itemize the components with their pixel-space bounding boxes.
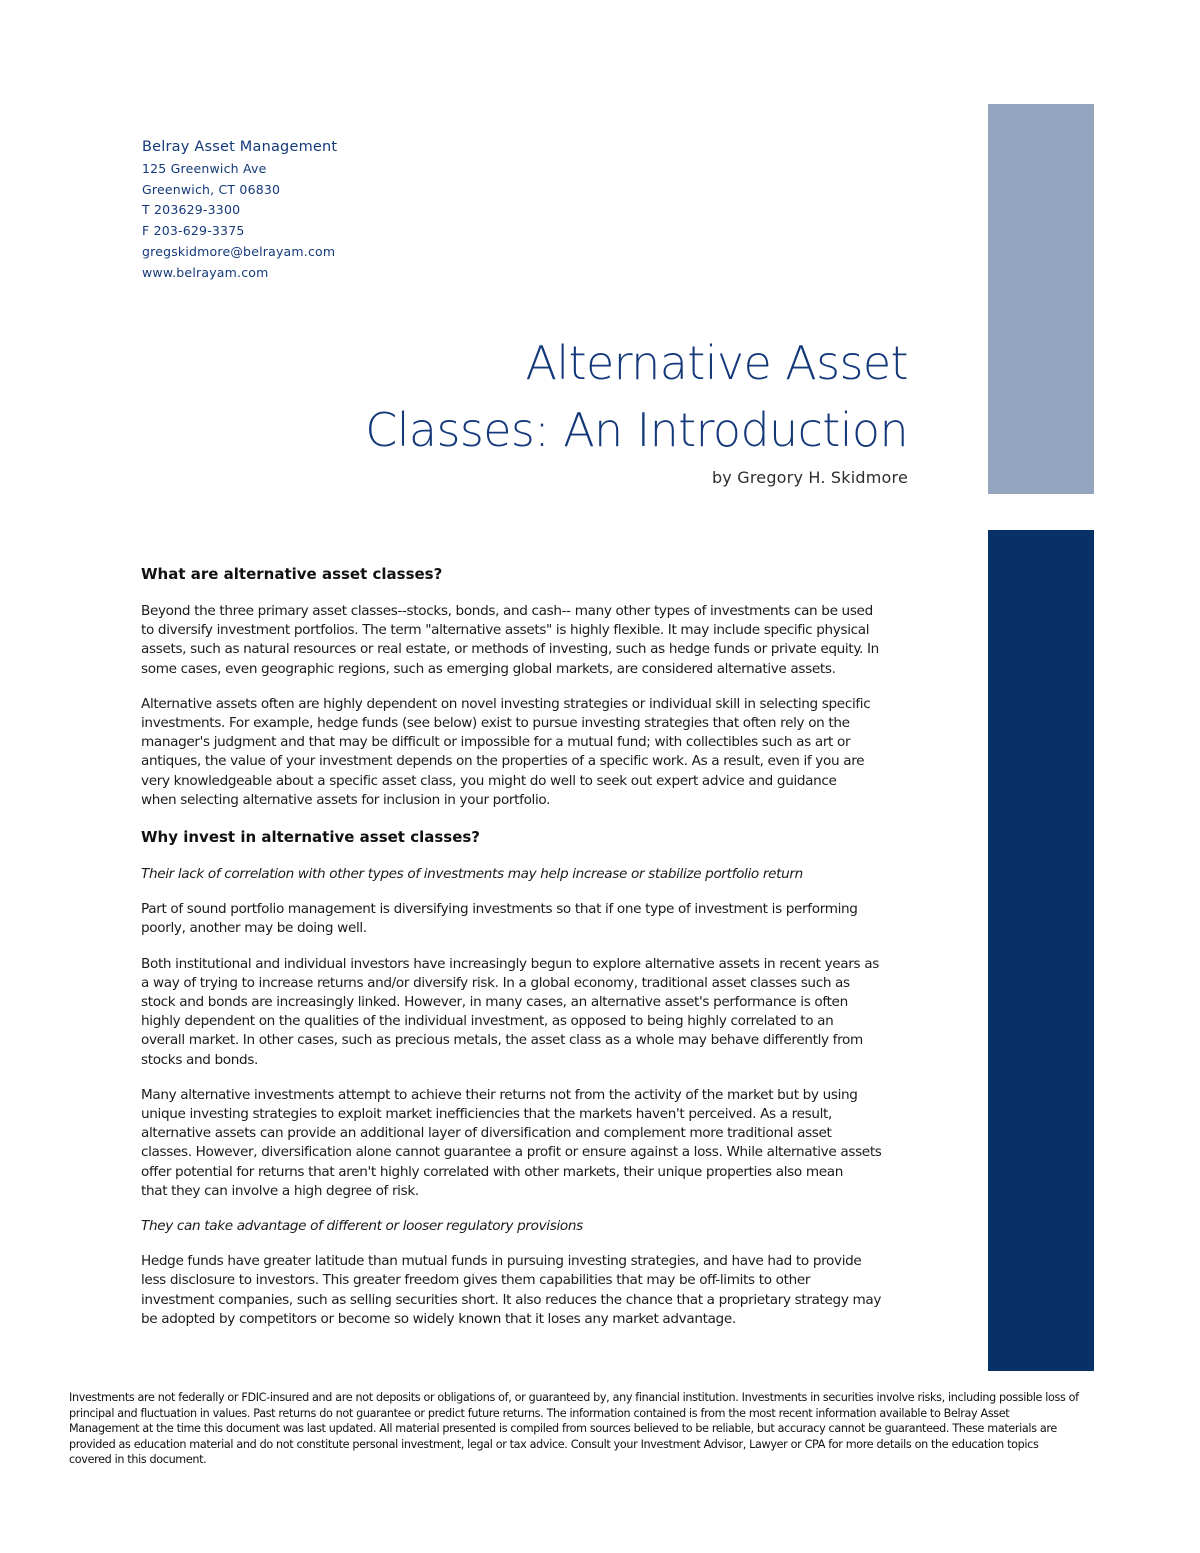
text-line: Both institutional and individual investors have increasingly begun to explore alternative assets in recent years as xyxy=(141,955,879,972)
disclaimer xyxy=(69,1390,1139,1468)
text-line: Many alternative investments attempt to achieve their returns not from the activity of the market but by using xyxy=(141,1086,858,1103)
paragraph-diversification xyxy=(141,900,921,938)
text-line: highly dependent on the qualities of the individual investment, as opposed to being highly correlated to an xyxy=(141,1013,834,1030)
paragraph-strategies xyxy=(141,695,921,810)
text-line: classes. However, diversification alone cannot guarantee a profit or ensure against a loss. While alternative assets xyxy=(141,1144,882,1161)
text-line: some cases, even geographic regions, such as emerging global markets, are considered alternative assets. xyxy=(141,660,836,677)
subheading-regulatory: They can take advantage of different or looser regulatory provisions xyxy=(141,1218,583,1235)
paragraph-hedge-funds xyxy=(141,1252,921,1329)
section-heading-why: Why invest in alternative asset classes? xyxy=(141,828,481,847)
text-line: manager's judgment and that may be difficult or impossible for a mutual fund; with collectibles such as art or xyxy=(141,734,851,751)
text-line: less disclosure to investors. This greater freedom gives them capabilities that may be off-limits to other xyxy=(141,1272,811,1289)
text-line: antiques, the value of your investment depends on the properties of a specific work. As a result, even if you are xyxy=(141,753,865,770)
address-line-1: 125 Greenwich Ave xyxy=(142,161,267,176)
fax-number: F 203-629-3375 xyxy=(142,223,245,239)
company-name: Belray Asset Management xyxy=(142,139,338,155)
paragraph-investors xyxy=(141,955,921,1070)
text-line: unique investing strategies to exploit market inefficiencies that the markets haven't perceived. As a result, xyxy=(141,1106,833,1123)
website-link[interactable]: www.belrayam.com xyxy=(142,264,269,280)
page-title-line-1: Alternative Asset xyxy=(525,336,908,390)
text-line: Hedge funds have greater latitude than mutual funds in pursuing investing strategies, and have had to provide xyxy=(141,1253,862,1270)
page-title-line-2: Classes: An Introduction xyxy=(365,403,908,457)
text-line: when selecting alternative assets for inclusion in your portfolio. xyxy=(141,791,551,808)
text-line: covered in this document. xyxy=(69,1453,207,1466)
contact-block xyxy=(142,137,337,283)
text-line: principal and fluctuation in values. Past returns do not guarantee or predict future returns. The information contained is from the most recent information available to Belray Asset xyxy=(69,1406,1010,1420)
text-line: Investments are not federally or FDIC-insured and are not deposits or obligations of, or guaranteed by, any financial institution. Investments in securities involve risks, including possible loss of xyxy=(69,1391,1079,1404)
text-line: provided as education material and do not constitute personal investment, legal or tax advice. Consult your Investment Advisor, Lawyer or CPA for more details on the education topics xyxy=(69,1437,1039,1451)
subheading-correlation: Their lack of correlation with other types of investments may help increase or stabilize portfolio return xyxy=(141,866,803,883)
text-line: offer potential for returns that aren't highly correlated with other markets, their unique properties also mean xyxy=(141,1163,843,1180)
text-line: assets, such as natural resources or real estate, or methods of investing, such as hedge funds or private equity. In xyxy=(141,641,879,658)
decorative-bar-dark xyxy=(988,530,1094,1371)
text-line: be adopted by competitors or become so widely known that it loses any market advantage. xyxy=(141,1310,736,1327)
address-line-2: Greenwich, CT 06830 xyxy=(142,181,281,197)
text-line: a way of trying to increase returns and/or diversify risk. In a global economy, traditional asset classes such as xyxy=(141,974,850,991)
text-line: overall market. In other cases, such as precious metals, the asset class as a whole may behave differently from xyxy=(141,1032,863,1049)
text-line: investments. For example, hedge funds (see below) exist to pursue investing strategies that often rely on the xyxy=(141,715,850,732)
text-line: Part of sound portfolio management is diversifying investments so that if one type of investment is performing xyxy=(141,901,858,918)
text-line: investment companies, such as selling securities short. It also reduces the chance that a proprietary strategy may xyxy=(141,1291,882,1308)
text-line: to diversify investment portfolios. The term "alternative assets" is highly flexible. It may include specific physical xyxy=(141,622,870,639)
text-line: Management at the time this document was last updated. All material presented is compiled from sources believed to be reliable, but accuracy cannot be guaranteed. These materials are xyxy=(69,1422,1057,1435)
text-line: alternative assets can provide an additional layer of diversification and complement more traditional asset xyxy=(141,1125,832,1142)
text-line: Beyond the three primary asset classes--stocks, bonds, and cash-- many other types of investments can be used xyxy=(141,603,873,619)
article-body xyxy=(141,563,921,1345)
paragraph-intro xyxy=(141,602,921,679)
text-line: stocks and bonds. xyxy=(141,1051,259,1068)
decorative-bar-light xyxy=(988,104,1094,494)
section-heading-what: What are alternative asset classes? xyxy=(141,565,443,583)
email-link[interactable]: gregskidmore@belrayam.com xyxy=(142,243,336,259)
text-line: that they can involve a high degree of risk. xyxy=(141,1182,419,1199)
text-line: poorly, another may be doing well. xyxy=(141,920,367,937)
text-line: very knowledgeable about a specific asset class, you might do well to seek out expert advice and guidance xyxy=(141,772,837,789)
paragraph-returns xyxy=(141,1086,921,1201)
title-block xyxy=(208,330,908,489)
phone-number: T 203629-3300 xyxy=(142,202,241,218)
text-line: Alternative assets often are highly dependent on novel investing strategies or individual skill in selecting specific xyxy=(141,695,871,712)
text-line: stock and bonds are increasingly linked. However, in many cases, an alternative asset's performance is often xyxy=(141,994,848,1011)
byline: by Gregory H. Skidmore xyxy=(711,468,908,487)
